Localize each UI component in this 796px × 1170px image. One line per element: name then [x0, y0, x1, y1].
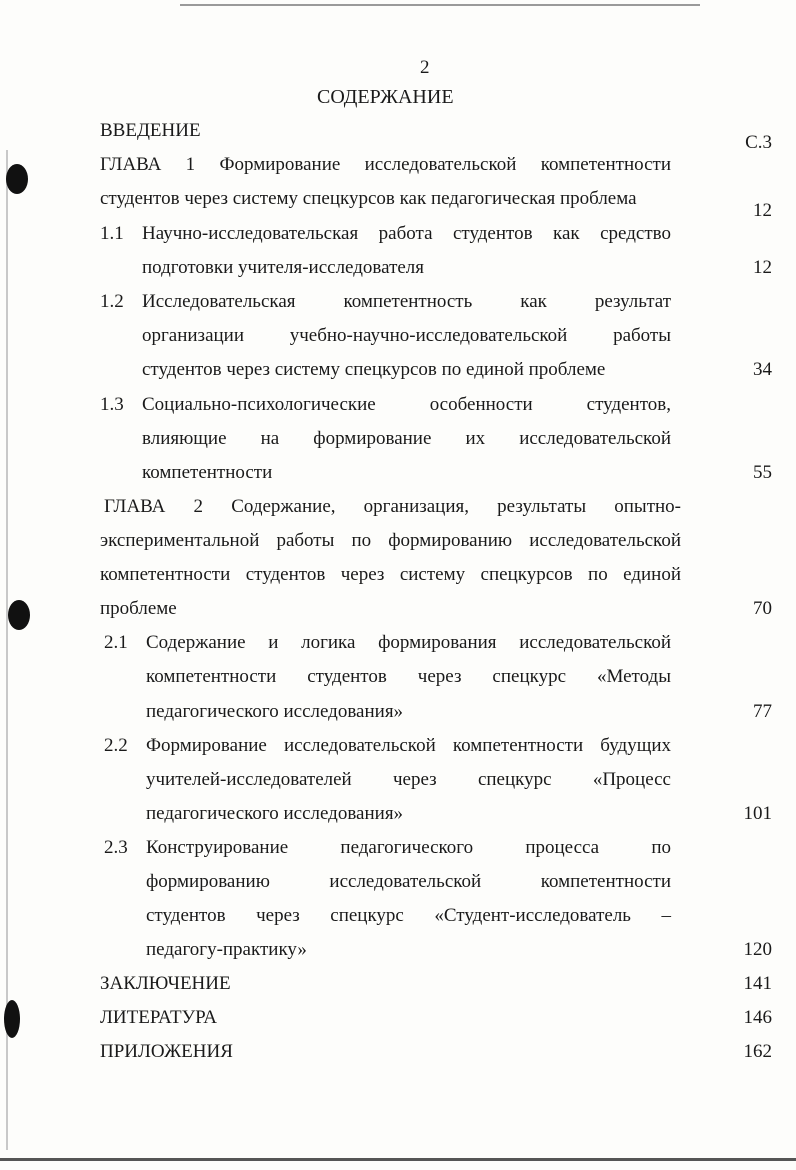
toc-s1-3-line3: компетентности — [142, 462, 273, 483]
toc-conclusion-page: 141 — [743, 973, 772, 994]
scan-bottom-border — [0, 1158, 796, 1161]
toc-ch1-line1: ГЛАВА 1 Формирование исследовательской компетентности — [100, 154, 671, 175]
toc-s1-2-line3: студентов через систему спецкурсов по единой проблеме — [142, 359, 606, 380]
toc-s2-1-line1: Содержание и логика формирования исследовательской — [146, 632, 671, 653]
binder-hole-mark — [8, 600, 30, 630]
toc-s2-2-page: 101 — [743, 803, 772, 824]
toc-s1-1-line1: Научно-исследовательская работа студентов как средство — [142, 223, 671, 244]
binder-hole-mark — [6, 164, 28, 194]
page-number: 2 — [420, 57, 430, 78]
toc-page-column-label: С.3 — [745, 132, 772, 153]
toc-s1-2-number: 1.2 — [100, 291, 124, 312]
toc-s1-3-line2: влияющие на формирование их исследовательской — [142, 428, 671, 449]
toc-conclusion-label: ЗАКЛЮЧЕНИЕ — [100, 973, 231, 994]
scan-top-border — [180, 4, 700, 6]
toc-s1-1-number: 1.1 — [100, 223, 124, 244]
toc-s2-2-line2: учителей-исследователей через спецкурс «Процесс — [146, 769, 671, 790]
toc-s1-2-page: 34 — [753, 359, 772, 380]
toc-literature-page: 146 — [743, 1007, 772, 1028]
toc-s2-1-number: 2.1 — [104, 632, 128, 653]
toc-s2-2-number: 2.2 — [104, 735, 128, 756]
toc-appendices-page: 162 — [743, 1041, 772, 1062]
toc-s2-3-number: 2.3 — [104, 837, 128, 858]
toc-s1-1-page: 12 — [753, 257, 772, 278]
toc-s2-1-line2: компетентности студентов через спецкурс «Методы — [146, 666, 671, 687]
toc-ch1-page: 12 — [753, 200, 772, 221]
toc-s1-3-page: 55 — [753, 462, 772, 483]
scan-left-edge — [6, 150, 8, 1150]
toc-literature-label: ЛИТЕРАТУРА — [100, 1007, 217, 1028]
toc-s2-1-line3: педагогического исследования» — [146, 701, 404, 722]
toc-s2-3-page: 120 — [743, 939, 772, 960]
toc-intro-label: ВВЕДЕНИЕ — [100, 120, 201, 141]
toc-s1-2-line2: организации учебно-научно-исследовательской работы — [142, 325, 671, 346]
toc-s2-3-line1: Конструирование педагогического процесса по — [146, 837, 671, 858]
toc-s2-3-line3: студентов через спецкурс «Студент-исследователь – — [146, 905, 671, 926]
toc-ch2-line4: проблеме — [100, 598, 177, 619]
toc-s1-3-line1: Социально-психологические особенности студентов, — [142, 394, 671, 415]
toc-appendices-label: ПРИЛОЖЕНИЯ — [100, 1041, 233, 1062]
toc-s2-2-line1: Формирование исследовательской компетентности будущих — [146, 735, 671, 756]
toc-s2-3-line2: формированию исследовательской компетентности — [146, 871, 671, 892]
toc-s1-3-number: 1.3 — [100, 394, 124, 415]
toc-ch2-page: 70 — [753, 598, 772, 619]
page-title: СОДЕРЖАНИЕ — [317, 86, 454, 108]
toc-ch2-line2: экспериментальной работы по формированию исследовательской — [100, 530, 681, 551]
toc-s2-3-line4: педагогу-практику» — [146, 939, 307, 960]
toc-s2-1-page: 77 — [753, 701, 772, 722]
toc-s1-1-line2: подготовки учителя-исследователя — [142, 257, 425, 278]
toc-s2-2-line3: педагогического исследования» — [146, 803, 404, 824]
toc-ch2-line3: компетентности студентов через систему спецкурсов по единой — [100, 564, 681, 585]
toc-ch1-line2: студентов через систему спецкурсов как педагогическая проблема — [100, 188, 637, 209]
binder-hole-mark — [4, 1000, 20, 1038]
toc-s1-2-line1: Исследовательская компетентность как результат — [142, 291, 671, 312]
toc-ch2-line1: ГЛАВА 2 Содержание, организация, результаты опытно- — [104, 496, 681, 517]
